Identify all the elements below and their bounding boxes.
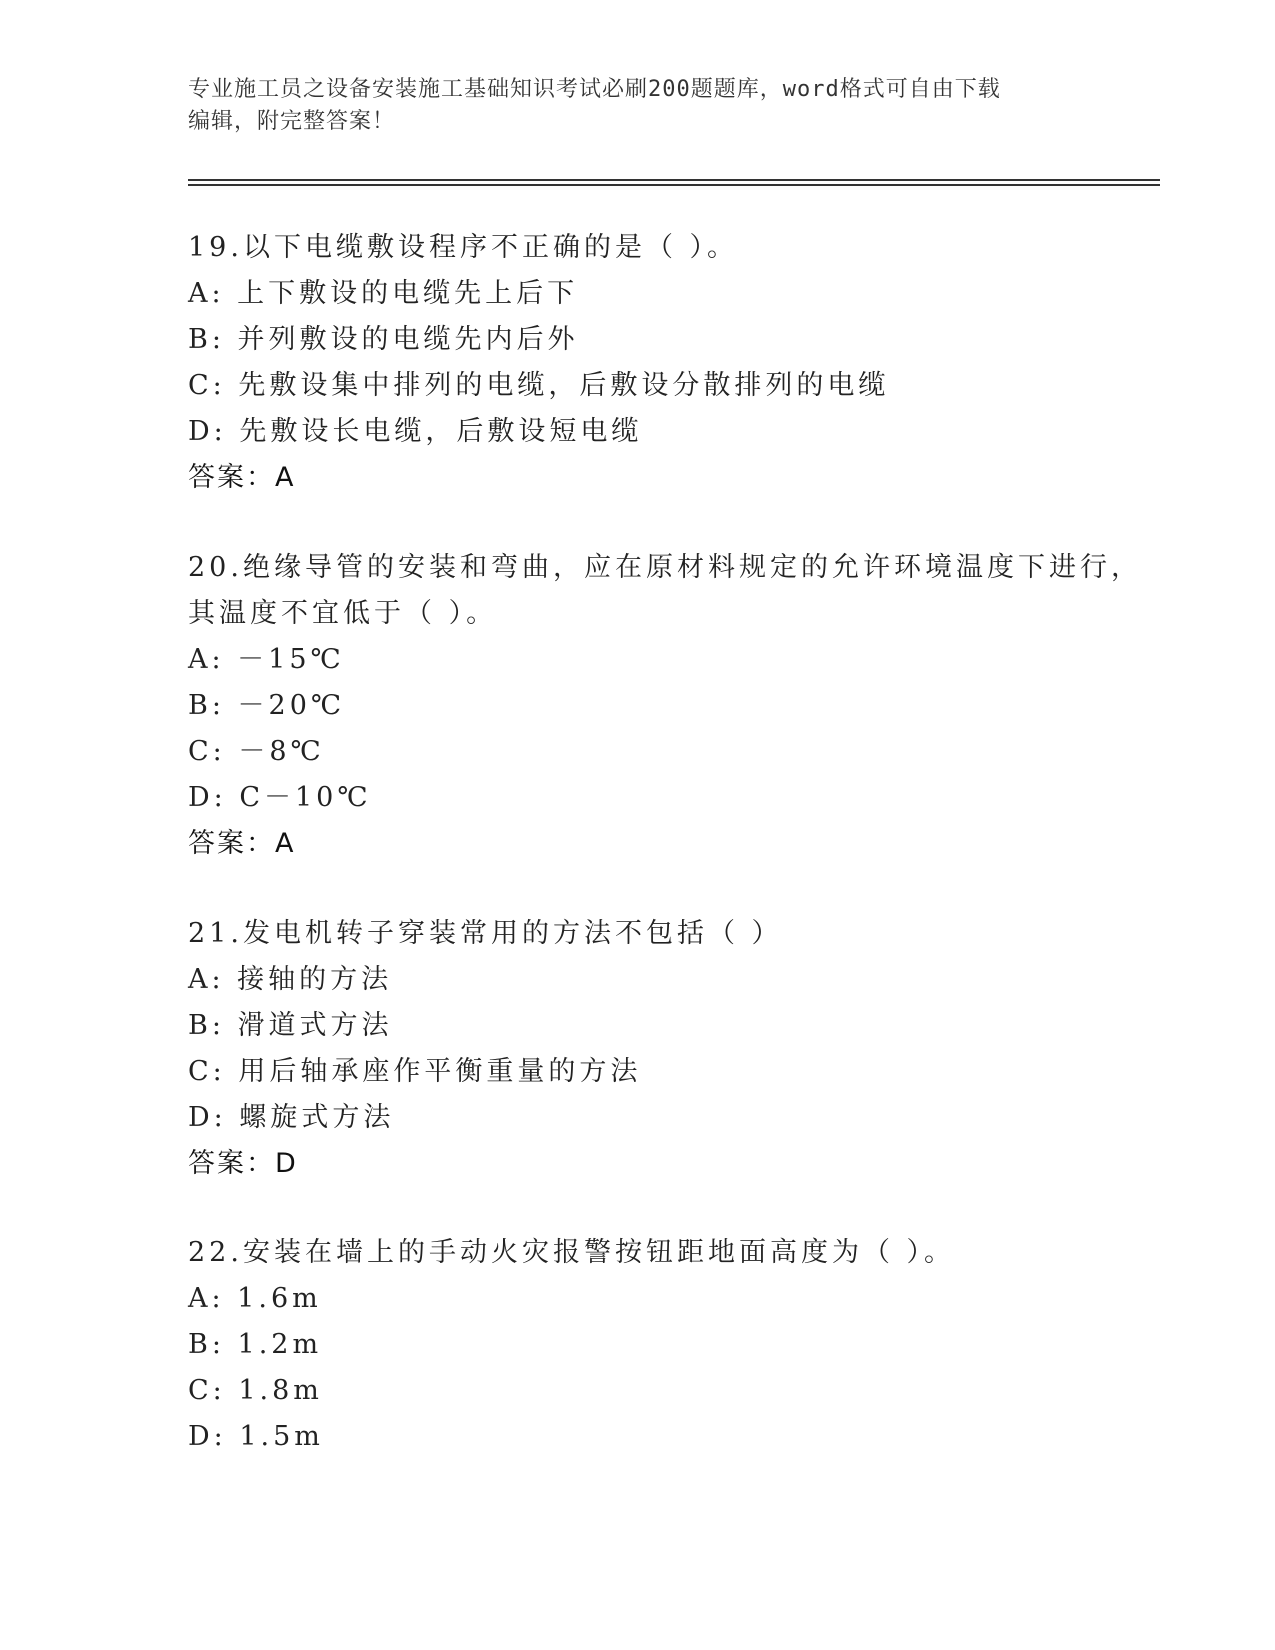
option-c: C: －8℃ [188, 736, 325, 767]
option-c: C: 1.8m [188, 1375, 323, 1406]
document-header [188, 74, 1088, 138]
question-stem: 19.以下电缆敷设程序不正确的是（ ）。 [188, 232, 739, 263]
question-stem-line-1: 20.绝缘导管的安装和弯曲，应在原材料规定的允许环境温度下进行， [188, 552, 1142, 583]
option-d: D: 1.5m [188, 1421, 324, 1452]
question-stem-line-2: 其温度不宜低于（ ）。 [188, 598, 498, 629]
question-21 [188, 911, 1088, 1187]
option-b: B: 滑道式方法 [188, 1010, 393, 1041]
header-line-1: 专业施工员之设备安装施工基础知识考试必刷200题题库，word格式可自由下载 [188, 77, 1001, 102]
question-22 [188, 1230, 1088, 1460]
header-divider-bottom [188, 184, 1160, 186]
option-c: C: 用后轴承座作平衡重量的方法 [188, 1056, 642, 1087]
answer-label: 答案：A [188, 828, 296, 859]
option-a: A: 接轴的方法 [188, 964, 393, 995]
question-stem: 21.发电机转子穿装常用的方法不包括（ ） [188, 918, 783, 949]
option-a: A: －15℃ [188, 644, 345, 675]
option-b: B: －20℃ [188, 690, 346, 721]
question-stem: 22.安装在墙上的手动火灾报警按钮距地面高度为（ ）。 [188, 1237, 956, 1268]
option-b: B: 1.2m [188, 1329, 323, 1360]
question-20 [188, 545, 1142, 867]
option-a: A: 上下敷设的电缆先上后下 [188, 278, 579, 309]
header-divider-top [188, 179, 1160, 181]
option-d: D: C－10℃ [188, 782, 372, 813]
answer-label: 答案：A [188, 462, 296, 493]
question-19 [188, 225, 1088, 501]
option-d: D: 螺旋式方法 [188, 1102, 395, 1133]
option-d: D: 先敷设长电缆，后敷设短电缆 [188, 416, 643, 447]
option-c: C: 先敷设集中排列的电缆，后敷设分散排列的电缆 [188, 370, 890, 401]
answer-label: 答案：D [188, 1148, 298, 1179]
option-a: A: 1.6m [188, 1283, 322, 1314]
option-b: B: 并列敷设的电缆先内后外 [188, 324, 579, 355]
header-line-2: 编辑，附完整答案！ [188, 109, 396, 134]
